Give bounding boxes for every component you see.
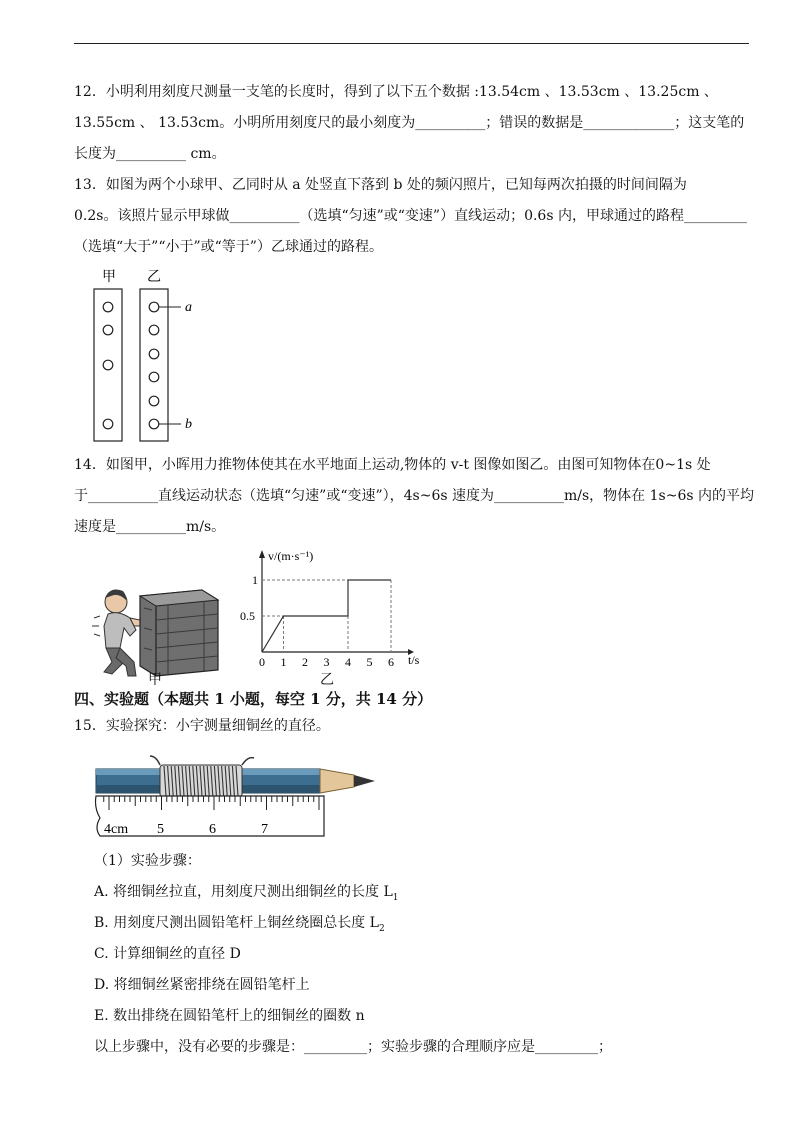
x-tick-6: 6 [388,655,394,669]
pencil-ruler-figure [92,752,382,844]
ruler-label-5: 5 [157,822,164,837]
label-b: b [185,417,192,432]
q13-line-2: 0.2s。该照片显示甲球做__________（选填“匀速”或“变速”）直线运动；0.6s 内，甲球通过的路程_________ [74,208,747,224]
q14-line-3: 速度是__________m/s。 [74,519,226,535]
q14-line-2: 于__________直线运动状态（选填“匀速”或“变速”），4s~6s 速度为__________m/s，物体在 1s~6s 内的平均 [74,488,754,504]
step-a-text: A. 将细铜丝拉直，用刻度尺测出细铜丝的长度 L [94,884,393,900]
y-axis-label: v/(m·s⁻¹) [268,549,314,563]
y-tick-0.5: 0.5 [240,609,255,623]
ball-yi-3 [149,349,159,359]
step-c: C. 计算细铜丝的直径 D [94,946,241,962]
step-d: D. 将细铜丝紧密排绕在圆铅笔杆上 [94,977,310,993]
ball-jia-1 [103,302,113,312]
pencil-lead [354,775,375,787]
x-tick-5: 5 [366,655,373,669]
ruler-label-4cm: 4cm [104,822,129,837]
step-b-text: B. 用刻度尺测出圆铅笔杆上铜丝绕圈总长度 L [94,915,379,931]
q15-intro: 15．实验探究：小宇测量细铜丝的直径。 [74,718,330,734]
velocity-line [262,580,391,652]
ball-yi-4 [149,372,159,382]
q12-line-3: 长度为__________ cm。 [74,146,226,162]
ball-photo-figure [88,266,208,446]
header-rule [74,43,749,44]
ball-yi-6 [149,419,159,429]
ball-yi-1 [149,302,159,312]
q13-line-3: （选填“大于”“小于”或“等于”）乙球通过的路程。 [74,239,383,255]
vt-chart [232,546,432,682]
effort-marks [92,616,100,636]
section-title: 四、实验题（本题共 1 小题，每空 1 分，共 14 分） [74,690,433,708]
ball-yi-2 [149,325,159,335]
x-tick-1: 1 [280,655,287,669]
q12-line-1: 12．小明利用刻度尺测量一支笔的长度时，得到了以下五个数据 :13.54cm 、13.53cm 、13.25cm 、 [74,84,718,100]
label-yi: 乙 [147,270,161,285]
y-axis-arrow [259,550,265,558]
ball-jia-4 [103,419,113,429]
wire-end-left [150,756,160,765]
q14-line-1: 14．如图甲，小晖用力推物体使其在水平地面上运动,物体的 v-t 图像如图乙。由图可知物体在0~1s 处 [74,457,711,473]
ball-yi-5 [149,396,159,406]
steps-title: （1）实验步骤： [94,853,201,869]
pencil-wood [320,769,354,793]
ruler-label-6: 6 [209,822,216,837]
q13-line-1: 13．如图为两个小球甲、乙同时从 a 处竖直下落到 b 处的频闪照片，已知每两次拍摄的时间间隔为 [74,177,687,193]
x-tick-0: 0 [259,655,265,669]
q12-line-2: 13.55cm 、 13.53cm。小明所用刻度尺的最小刻度为__________；错误的数据是_____________；这支笔的 [74,115,745,131]
step-b [94,913,385,939]
label-jia: 甲 [102,270,116,285]
x-axis-label: t/s [408,653,420,667]
ball-jia-3 [103,360,113,370]
q15-last-line: 以上步骤中，没有必要的步骤是：_________；实验步骤的合理顺序应是_________； [94,1039,612,1055]
step-e: E. 数出排绕在圆铅笔杆上的细铜丝的圈数 n [94,1008,365,1024]
step-b-subscript: 2 [378,923,385,934]
label-a: a [185,300,192,315]
fig14-label-yi: 乙 [320,672,334,688]
fig14-label-jia: 甲 [148,672,162,688]
step-a-subscript: 1 [392,892,399,903]
x-tick-3: 3 [323,655,330,669]
step-a [94,882,399,908]
x-tick-2: 2 [302,655,308,669]
x-tick-4: 4 [345,655,351,669]
y-tick-1: 1 [252,573,258,587]
ball-jia-2 [103,325,113,335]
wire-end-right [242,758,254,765]
ruler-label-7: 7 [261,822,268,837]
